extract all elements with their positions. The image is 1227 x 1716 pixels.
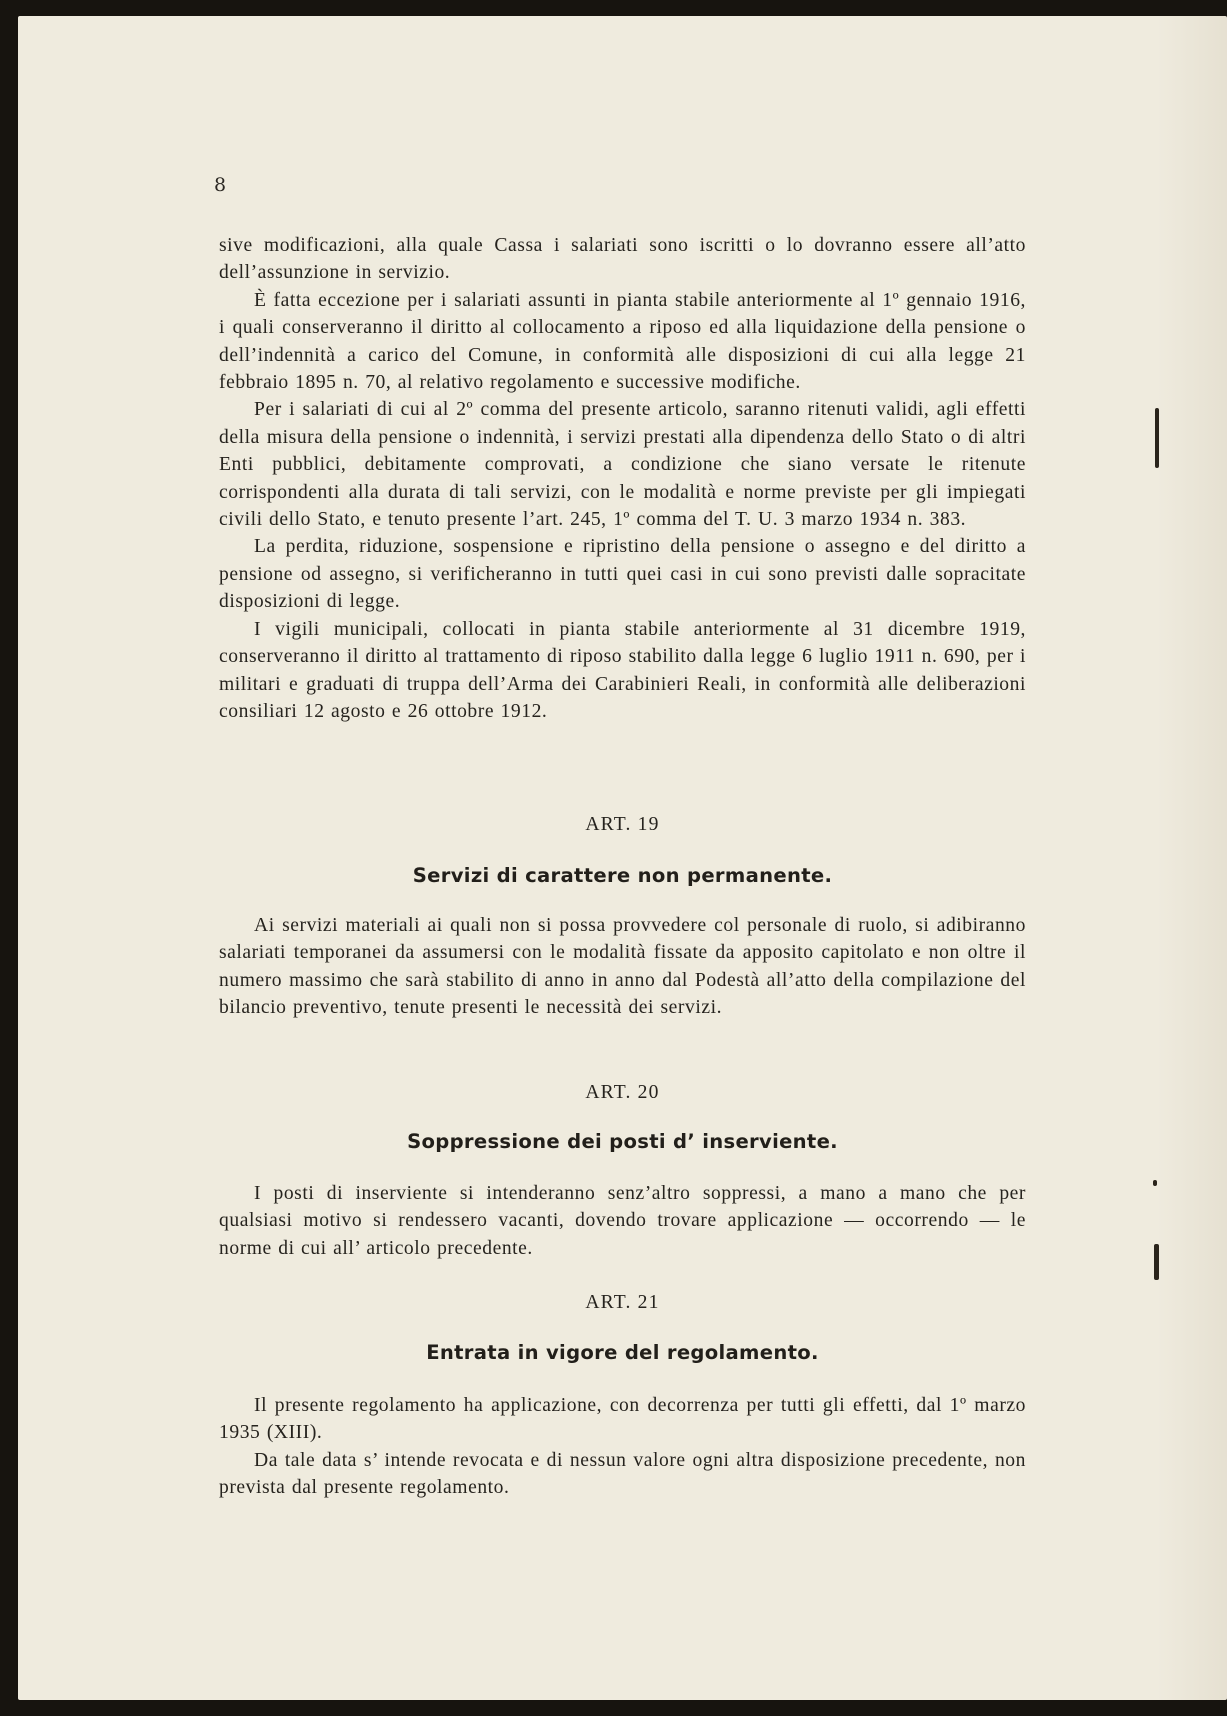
article-20-title: Soppressione dei posti d’ inserviente.	[407, 1130, 838, 1153]
paragraph: Il presente regolamento ha applicazione, con decorrenza per tutti gli effetti, dal 1º marzo 1935 (XIII).	[219, 1395, 1026, 1444]
article-19-body	[219, 912, 1026, 1022]
binding-hole-mark	[1155, 408, 1159, 468]
paragraph: Da tale data s’ intende revocata e di nessun valore ogni altra disposizione precedente, non prevista dal presente regolamento.	[219, 1449, 1026, 1499]
article-19-title: Servizi di carattere non permanente.	[412, 864, 833, 887]
paragraph: I vigili municipali, collocati in pianta stabile anteriormente al 31 dicembre 1919, conserveranno il diritto al trattamento di riposo stabilito dalla legge 6 luglio 1911 n. 690, per i militari e graduati di truppa dell’Arma dei Carabinieri Reali, in conformità alle deliberazioni consiliari 12 agosto e 26 ottobre 1912.	[219, 618, 1026, 722]
opening-text	[219, 232, 1026, 725]
binding-hole-mark	[1153, 1180, 1157, 1186]
article-20-body	[219, 1180, 1026, 1262]
paragraph: Ai servizi materiali ai quali non si possa provvedere col personale di ruolo, si adibiranno salariati temporanei da assumersi con le modalità fissate da apposito capitolato e non oltre il numero massimo che sarà stabilito di anno in anno dal Podestà all’atto della compilazione del bilancio preventivo, tenute presenti le necessità dei servizi.	[219, 915, 1026, 1019]
paragraph: Per i salariati di cui al 2º comma del presente articolo, saranno ritenuti validi, agli effetti della misura della pensione o indennità, i servizi prestati alla dipendenza dello Stato o di altri Enti pubblici, debitamente comprovati, a condizione che siano versate le ritenute corrispondenti alla durata di tali servizi, con le modalità e norme previste per gli impiegati civili dello Stato, e tenuto presente l’art. 245, 1º comma del T. U. 3 marzo 1934 n. 383.	[219, 399, 1026, 531]
paragraph: sive modificazioni, alla quale Cassa i salariati sono iscritti o lo dovranno essere all’atto dell’assunzione in servizio.	[219, 235, 1026, 284]
article-21-title: Entrata in vigore del regolamento.	[426, 1341, 819, 1364]
paragraph: I posti di inserviente si intenderanno senz’altro soppressi, a mano a mano che per qualsiasi motivo si rendessero vacanti, dovendo trovare applicazione — occorrendo — le norme di cui all’ articolo precedente.	[219, 1183, 1026, 1259]
paragraph: È fatta eccezione per i salariati assunti in pianta stabile anteriormente al 1º gennaio 1916, i quali conserveranno il diritto al collocamento a riposo ed alla liquidazione della pensione o dell’indennità a carico del Comune, in conformità alle disposizioni di cui alla legge 21 febbraio 1895 n. 70, al relativo regolamento e successive modifiche.	[219, 289, 1026, 394]
article-21-label: ART. 21	[585, 1292, 660, 1313]
page-number: 8	[214, 174, 227, 196]
article-21-body	[219, 1392, 1026, 1502]
article-19-label: ART. 19	[585, 814, 660, 835]
document-page	[18, 16, 1227, 1700]
article-20-label: ART. 20	[585, 1082, 660, 1103]
paragraph: La perdita, riduzione, sospensione e ripristino della pensione o assegno e del diritto a pensione od assegno, si verificheranno in tutti quei casi in cui sono previsti dalle sopracitate disposizioni di legge.	[219, 536, 1026, 613]
binding-hole-mark	[1154, 1244, 1159, 1280]
